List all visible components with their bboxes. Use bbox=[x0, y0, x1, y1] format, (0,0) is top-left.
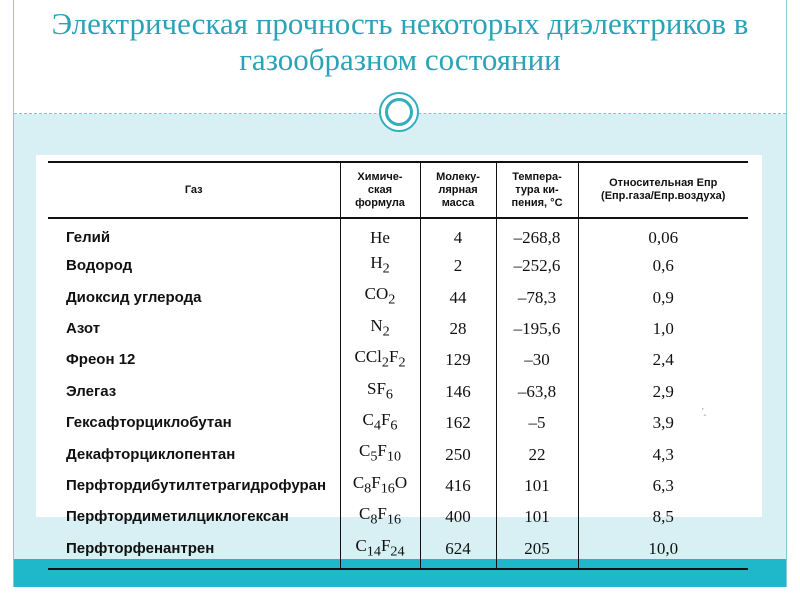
formula-cell: $C_5F_{10}$ bbox=[340, 438, 420, 469]
slide-title: Электрическая прочность некоторых диэлектриков в газообразном состоянии bbox=[51, 6, 749, 77]
gas-name-cell: Перфторфенантрен bbox=[48, 533, 340, 569]
double-circle-ornament-icon bbox=[379, 92, 419, 132]
table-row bbox=[48, 281, 748, 312]
relative-strength-cell: 4,3 bbox=[578, 438, 748, 469]
relative-strength-cell: 6,3 bbox=[578, 470, 748, 501]
gas-name-cell: Элегаз bbox=[66, 382, 117, 400]
table-row bbox=[48, 533, 748, 569]
relative-strength-cell: 1,0 bbox=[578, 313, 748, 344]
header-row bbox=[48, 162, 748, 218]
table-row bbox=[48, 470, 748, 501]
table-card bbox=[36, 155, 762, 559]
mass-cell: 44 bbox=[420, 281, 496, 312]
formula-cell: He bbox=[340, 218, 420, 250]
boiling-temp-cell: –78,3 bbox=[496, 281, 578, 312]
boiling-temp-cell: –63,8 bbox=[496, 376, 578, 407]
gas-name-cell: Перфтордиметилциклогексан bbox=[66, 508, 289, 526]
boiling-temp-cell: 22 bbox=[496, 438, 578, 469]
mass-cell: 250 bbox=[420, 438, 496, 469]
relative-strength-cell: 0,9 bbox=[578, 281, 748, 312]
table-row bbox=[48, 313, 748, 344]
mass-cell: 162 bbox=[420, 407, 496, 438]
scan-mark: ′‸ bbox=[702, 407, 707, 416]
mass-cell: 400 bbox=[420, 501, 496, 532]
gas-name-cell: Водород bbox=[66, 257, 133, 275]
header-temp: Темпера- тура ки- пения, °C bbox=[496, 162, 578, 218]
header-relative: Относительная Eпр (Eпр.газа/Eпр.воздуха) bbox=[578, 162, 748, 218]
formula-cell: $CCl_2F_2$ bbox=[340, 344, 420, 375]
gas-name-cell: Гелий bbox=[66, 229, 111, 246]
mass-cell: 129 bbox=[420, 344, 496, 375]
gas-name-cell: Фреон 12 bbox=[66, 351, 136, 369]
relative-strength-cell: 2,9 bbox=[578, 376, 748, 407]
formula-cell: $C_4F_6$ bbox=[340, 407, 420, 438]
relative-strength-cell: 8,5 bbox=[578, 501, 748, 532]
gas-name-cell: Азот bbox=[66, 319, 101, 337]
formula-cell: $C_8F_{16}O$ bbox=[340, 470, 420, 501]
boiling-temp-cell: –268,8 bbox=[496, 218, 578, 250]
gas-name-cell: Диоксид углерода bbox=[66, 288, 202, 306]
relative-strength-cell: 0,06 bbox=[578, 218, 748, 250]
mass-cell: 416 bbox=[420, 470, 496, 501]
formula-cell: $CO_2$ bbox=[340, 281, 420, 312]
formula-cell: $N_2$ bbox=[340, 313, 420, 344]
gas-name-cell: Перфтордибутилтетрагидрофуран bbox=[66, 476, 327, 494]
table-row bbox=[48, 218, 748, 250]
relative-strength-cell: 0,6 bbox=[578, 250, 748, 281]
ornament-inner-ring bbox=[385, 98, 413, 126]
formula-cell: $C_{14}F_{24}$ bbox=[340, 533, 420, 569]
header-mass: Молеку- лярная масса bbox=[420, 162, 496, 218]
relative-strength-cell: 3,9 bbox=[578, 407, 748, 438]
table-row bbox=[48, 250, 748, 281]
mass-cell: 146 bbox=[420, 376, 496, 407]
formula-cell: $SF_6$ bbox=[340, 376, 420, 407]
gas-name-cell: Декафторциклопентан bbox=[66, 445, 236, 463]
mass-cell: 2 bbox=[420, 250, 496, 281]
boiling-temp-cell: –252,6 bbox=[496, 250, 578, 281]
boiling-temp-cell: –30 bbox=[496, 344, 578, 375]
table-body bbox=[48, 218, 748, 569]
header-gas: Газ bbox=[48, 162, 340, 218]
relative-strength-cell: 2,4 bbox=[578, 344, 748, 375]
header-formula: Химиче- ская формула bbox=[340, 162, 420, 218]
mass-cell: 624 bbox=[420, 533, 496, 569]
table-row bbox=[48, 438, 748, 469]
boiling-temp-cell: 101 bbox=[496, 501, 578, 532]
boiling-temp-cell: 205 bbox=[496, 533, 578, 569]
table-row bbox=[48, 407, 748, 438]
table-row bbox=[48, 344, 748, 375]
formula-cell: $C_8F_{16}$ bbox=[340, 501, 420, 532]
formula-cell: $H_2$ bbox=[340, 250, 420, 281]
boiling-temp-cell: –195,6 bbox=[496, 313, 578, 344]
relative-strength-cell: 10,0 bbox=[578, 533, 748, 569]
gas-name-cell: Гексафторциклобутан bbox=[66, 414, 232, 432]
table-row bbox=[48, 376, 748, 407]
table-row bbox=[48, 501, 748, 532]
boiling-temp-cell: –5 bbox=[496, 407, 578, 438]
gas-table bbox=[48, 161, 748, 570]
mass-cell: 28 bbox=[420, 313, 496, 344]
boiling-temp-cell: 101 bbox=[496, 470, 578, 501]
mass-cell: 4 bbox=[420, 218, 496, 250]
